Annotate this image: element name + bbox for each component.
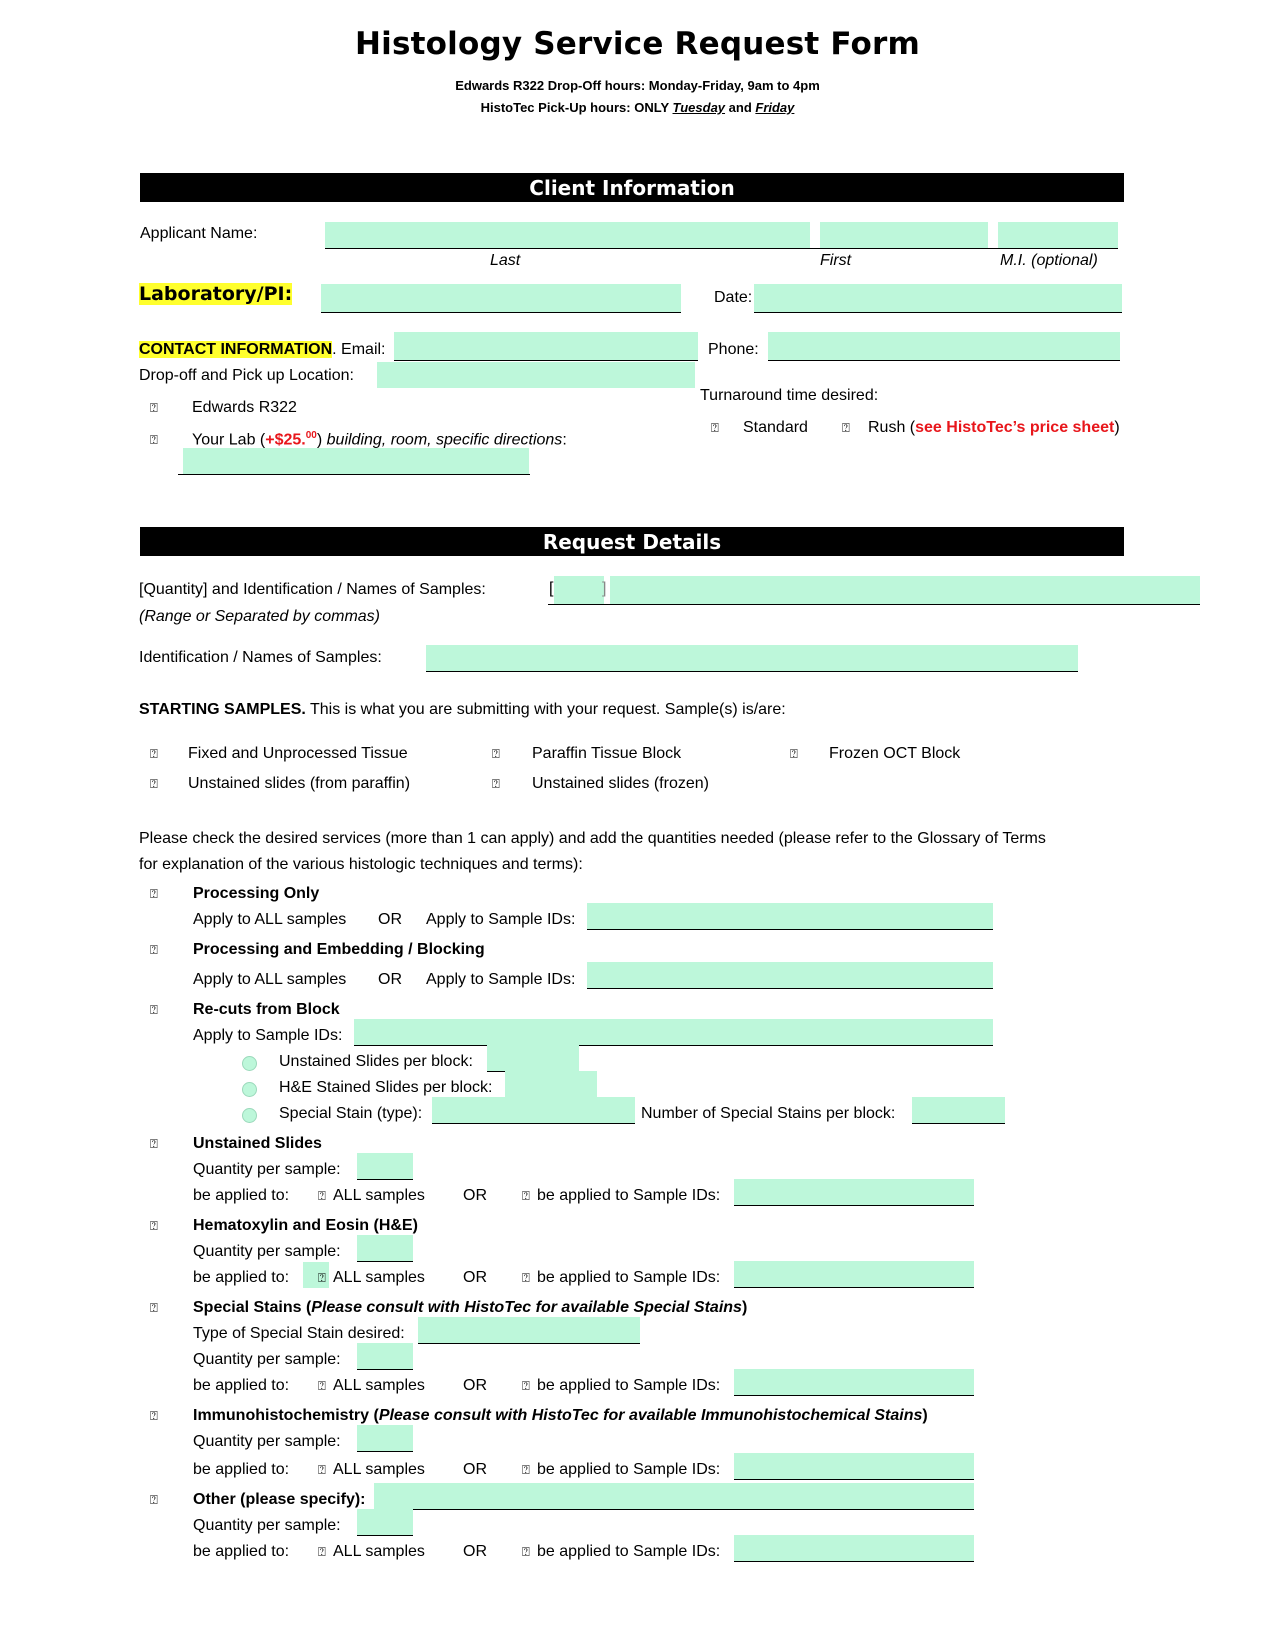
pickup-hours xyxy=(0,100,1275,115)
special-stains-note: Please consult with HistoTec for available Special Stains xyxy=(311,1299,742,1316)
unstained-ids-checkbox[interactable]: ⍰ xyxy=(522,1189,530,1204)
sample-names-input[interactable] xyxy=(610,576,1200,604)
ihc-label xyxy=(193,1407,928,1425)
your-lab-suffix: ) xyxy=(316,431,327,449)
request-section-header: Request Details xyxy=(140,527,1124,556)
ident-label: Identification / Names of Samples: xyxy=(139,649,382,666)
email-label: . Email: xyxy=(332,341,386,358)
ident-input[interactable] xyxy=(426,645,1078,671)
quantity-hint: (Range or Separated by commas) xyxy=(139,608,380,625)
recut-special-num-label: Number of Special Stains per block: xyxy=(641,1105,896,1122)
processing-only-apply-all: Apply to ALL samples xyxy=(193,911,347,928)
unstained-paraffin-checkbox[interactable]: ⍰ xyxy=(150,777,158,792)
processing-only-underline xyxy=(587,929,993,930)
ihc-all-checkbox[interactable]: ⍰ xyxy=(318,1463,326,1478)
he-checkbox[interactable]: ⍰ xyxy=(150,1219,158,1234)
unstained-ids-underline xyxy=(734,1205,974,1206)
other-label: Other (please specify): xyxy=(193,1491,366,1508)
other-ids-underline xyxy=(734,1561,974,1562)
lab-input[interactable] xyxy=(321,284,681,312)
special-qty-label: Quantity per sample: xyxy=(193,1351,341,1368)
frozen-oct-checkbox[interactable]: ⍰ xyxy=(790,747,798,762)
special-stains-label xyxy=(193,1299,747,1317)
services-intro-1: Please check the desired services (more than 1 can apply) and add the quantities needed (please refer to the Glossary of Terms xyxy=(139,830,1046,847)
he-ids-underline xyxy=(734,1287,974,1288)
your-lab-cents: 00 xyxy=(305,430,317,441)
special-all-label: ALL samples xyxy=(333,1377,425,1394)
bracket-open: [ xyxy=(549,580,554,597)
bracket-close: ] xyxy=(602,580,607,597)
paraffin-block-checkbox[interactable]: ⍰ xyxy=(492,747,500,762)
processing-only-ids-input[interactable] xyxy=(587,903,993,929)
processing-embedding-apply-all: Apply to ALL samples xyxy=(193,971,347,988)
other-underline xyxy=(374,1509,974,1510)
recut-special-label: Special Stain (type): xyxy=(279,1105,423,1122)
quantity-label: [Quantity] and Identification / Names of Samples: xyxy=(139,581,486,598)
ihc-qty-label: Quantity per sample: xyxy=(193,1433,341,1450)
special-qty-input[interactable] xyxy=(357,1343,413,1369)
recuts-ids-input[interactable] xyxy=(354,1019,993,1045)
standard-checkbox[interactable]: ⍰ xyxy=(711,421,719,436)
he-or: OR xyxy=(463,1269,487,1286)
he-all-checkbox[interactable]: ⍰ xyxy=(318,1271,326,1286)
your-lab-price: +$25. xyxy=(265,431,306,449)
recut-unstained-radio[interactable] xyxy=(242,1056,257,1071)
recut-special-input[interactable] xyxy=(432,1097,635,1123)
your-lab-colon: : xyxy=(562,431,567,449)
unstained-paraffin-label: Unstained slides (from paraffin) xyxy=(188,775,411,792)
recut-he-label: H&E Stained Slides per block: xyxy=(279,1079,493,1096)
processing-only-label: Processing Only xyxy=(193,885,320,902)
frozen-oct-label: Frozen OCT Block xyxy=(829,745,961,762)
unstained-or: OR xyxy=(463,1187,487,1204)
standard-label: Standard xyxy=(743,419,808,436)
other-input[interactable] xyxy=(374,1483,974,1509)
applicant-last-input[interactable] xyxy=(325,222,810,248)
special-ids-input[interactable] xyxy=(734,1369,974,1395)
other-ids-label: be applied to Sample IDs: xyxy=(537,1543,721,1560)
pickup-and: and xyxy=(725,100,756,115)
recut-unstained-label: Unstained Slides per block: xyxy=(279,1053,473,1070)
ihc-qty-input[interactable] xyxy=(357,1425,413,1451)
processing-only-checkbox[interactable]: ⍰ xyxy=(150,887,158,902)
he-ids-input[interactable] xyxy=(734,1261,974,1287)
special-type-input[interactable] xyxy=(418,1317,640,1343)
recut-special-num-input[interactable] xyxy=(912,1097,1005,1123)
services-intro-2: for explanation of the various histologic techniques and terms): xyxy=(139,856,583,873)
ident-underline xyxy=(426,671,1078,672)
phone-label: Phone: xyxy=(708,341,759,358)
unstained-all-label: ALL samples xyxy=(333,1187,425,1204)
dropoff-location-label: Drop-off and Pick up Location: xyxy=(139,367,354,384)
last-caption: Last xyxy=(490,252,521,269)
special-qty-underline xyxy=(357,1369,413,1370)
starting-bold: STARTING SAMPLES. xyxy=(139,701,306,718)
turnaround-label: Turnaround time desired: xyxy=(700,387,879,404)
rush-label xyxy=(868,419,1120,437)
processing-embedding-apply-ids: Apply to Sample IDs: xyxy=(426,971,576,988)
date-input[interactable] xyxy=(754,284,1122,312)
ihc-applied-label: be applied to: xyxy=(193,1461,290,1478)
special-type-underline xyxy=(418,1343,640,1344)
client-section-header: Client Information xyxy=(140,173,1124,202)
recut-special-underline xyxy=(432,1123,635,1124)
quantity-input[interactable] xyxy=(554,576,607,604)
he-qty-underline xyxy=(357,1261,413,1262)
fixed-tissue-checkbox[interactable]: ⍰ xyxy=(150,747,158,762)
other-all-label: ALL samples xyxy=(333,1543,425,1560)
pickup-day1: Tuesday xyxy=(672,100,726,115)
page-title: Histology Service Request Form xyxy=(355,26,920,62)
processing-embedding-label: Processing and Embedding / Blocking xyxy=(193,941,485,958)
special-applied-label: be applied to: xyxy=(193,1377,290,1394)
he-label: Hematoxylin and Eosin (H&E) xyxy=(193,1217,418,1234)
starting-rest: This is what you are submitting with your request. Sample(s) is/are: xyxy=(305,701,786,718)
recut-he-radio[interactable] xyxy=(242,1082,257,1097)
ihc-all-label: ALL samples xyxy=(333,1461,425,1478)
other-or: OR xyxy=(463,1543,487,1560)
other-all-checkbox[interactable]: ⍰ xyxy=(318,1545,326,1560)
unstained-frozen-label: Unstained slides (frozen) xyxy=(532,775,709,792)
contact-label: CONTACT INFORMATION xyxy=(139,341,333,358)
processing-embedding-or: OR xyxy=(378,971,402,988)
your-lab-prefix: Your Lab ( xyxy=(192,431,266,449)
ihc-close: ) xyxy=(922,1407,928,1424)
recuts-apply-ids: Apply to Sample IDs: xyxy=(193,1027,343,1044)
ihc-prefix: Immunohistochemistry ( xyxy=(193,1407,379,1424)
quantity-underline xyxy=(548,604,1200,605)
starting-samples-text xyxy=(139,701,786,719)
unstained-qty-label: Quantity per sample: xyxy=(193,1161,341,1178)
mi-caption: M.I. (optional) xyxy=(1000,252,1098,269)
edwards-label: Edwards R322 xyxy=(192,399,297,416)
other-qty-label: Quantity per sample: xyxy=(193,1517,341,1534)
applicant-label: Applicant Name: xyxy=(140,225,258,242)
recut-special-radio[interactable] xyxy=(242,1108,257,1123)
special-ids-underline xyxy=(734,1395,974,1396)
ihc-ids-checkbox[interactable]: ⍰ xyxy=(522,1463,530,1478)
special-stains-prefix: Special Stains ( xyxy=(193,1299,312,1316)
unstained-qty-underline xyxy=(357,1179,413,1180)
rush-checkbox[interactable]: ⍰ xyxy=(842,421,850,436)
contact-line xyxy=(139,341,386,359)
applicant-mi-input[interactable] xyxy=(998,222,1118,248)
special-stains-checkbox[interactable]: ⍰ xyxy=(150,1301,158,1316)
special-ids-checkbox[interactable]: ⍰ xyxy=(522,1379,530,1394)
other-ids-checkbox[interactable]: ⍰ xyxy=(522,1545,530,1560)
pickup-prefix: HistoTec Pick-Up hours: ONLY xyxy=(480,100,673,115)
processing-embedding-ids-input[interactable] xyxy=(587,962,993,988)
recut-special-num-underline xyxy=(912,1123,1005,1124)
processing-only-or: OR xyxy=(378,911,402,928)
other-checkbox[interactable]: ⍰ xyxy=(150,1493,158,1508)
special-ids-label: be applied to Sample IDs: xyxy=(537,1377,721,1394)
unstained-ids-input[interactable] xyxy=(734,1179,974,1205)
unstained-slides-label: Unstained Slides xyxy=(193,1135,322,1152)
processing-only-apply-ids: Apply to Sample IDs: xyxy=(426,911,576,928)
he-qty-input[interactable] xyxy=(357,1235,413,1261)
dropoff-location-input[interactable] xyxy=(377,362,695,388)
lab-underline xyxy=(321,312,681,313)
paraffin-block-label: Paraffin Tissue Block xyxy=(532,745,682,762)
lab-directions-underline xyxy=(178,474,530,475)
first-caption: First xyxy=(820,252,852,269)
unstained-applied-label: be applied to: xyxy=(193,1187,290,1204)
processing-embedding-checkbox[interactable]: ⍰ xyxy=(150,943,158,958)
special-stains-close: ) xyxy=(741,1299,748,1316)
recuts-underline xyxy=(354,1045,993,1046)
your-lab-italic: building, room, specific directions xyxy=(326,431,563,449)
recut-unstained-input[interactable] xyxy=(487,1045,579,1071)
other-qty-underline xyxy=(357,1535,413,1536)
other-applied-label: be applied to: xyxy=(193,1543,290,1560)
ihc-ids-label: be applied to Sample IDs: xyxy=(537,1461,721,1478)
ihc-note: Please consult with HistoTec for available Immunohistochemical Stains xyxy=(378,1407,923,1424)
ihc-or: OR xyxy=(463,1461,487,1478)
special-type-label: Type of Special Stain desired: xyxy=(193,1325,405,1342)
other-qty-input[interactable] xyxy=(357,1509,413,1535)
unstained-all-checkbox[interactable]: ⍰ xyxy=(318,1189,326,1204)
ihc-qty-underline xyxy=(357,1451,413,1452)
unstained-frozen-checkbox[interactable]: ⍰ xyxy=(492,777,500,792)
recut-he-input[interactable] xyxy=(505,1071,597,1097)
ihc-ids-input[interactable] xyxy=(734,1453,974,1479)
special-or: OR xyxy=(463,1377,487,1394)
he-all-label: ALL samples xyxy=(333,1269,425,1286)
he-ids-label: be applied to Sample IDs: xyxy=(537,1269,721,1286)
fixed-tissue-label: Fixed and Unprocessed Tissue xyxy=(188,745,408,762)
pickup-day2: Friday xyxy=(755,100,795,115)
date-underline xyxy=(754,312,1122,313)
other-ids-input[interactable] xyxy=(734,1535,974,1561)
he-qty-label: Quantity per sample: xyxy=(193,1243,341,1260)
phone-underline xyxy=(768,360,1120,361)
dropoff-hours: Edwards R322 Drop-Off hours: Monday-Friday, 9am to 4pm xyxy=(455,78,820,93)
date-label: Date: xyxy=(714,289,753,306)
lab-directions-input[interactable] xyxy=(183,448,529,474)
phone-input[interactable] xyxy=(768,332,1120,360)
applicant-first-input[interactable] xyxy=(820,222,988,248)
applicant-underline xyxy=(325,248,1118,249)
unstained-slides-checkbox[interactable]: ⍰ xyxy=(150,1137,158,1152)
edwards-checkbox[interactable]: ⍰ xyxy=(150,401,158,416)
rush-price-sheet: see HistoTec’s price sheet xyxy=(915,419,1115,436)
unstained-ids-label: be applied to Sample IDs: xyxy=(537,1187,721,1204)
unstained-qty-input[interactable] xyxy=(357,1153,413,1179)
your-lab-checkbox[interactable]: ⍰ xyxy=(150,433,158,448)
recuts-checkbox[interactable]: ⍰ xyxy=(150,1003,158,1018)
he-applied-label: be applied to: xyxy=(193,1269,290,1286)
your-lab-label xyxy=(192,430,567,449)
rush-prefix: Rush ( xyxy=(868,419,916,436)
lab-label: Laboratory/PI: xyxy=(139,283,293,305)
email-input[interactable] xyxy=(394,332,698,360)
special-all-checkbox[interactable]: ⍰ xyxy=(318,1379,326,1394)
recuts-label: Re-cuts from Block xyxy=(193,1001,340,1018)
ihc-checkbox[interactable]: ⍰ xyxy=(150,1409,158,1424)
rush-close: ) xyxy=(1114,419,1120,436)
processing-embedding-underline xyxy=(587,988,993,989)
email-underline xyxy=(394,360,698,361)
ihc-ids-underline xyxy=(734,1479,974,1480)
he-ids-checkbox[interactable]: ⍰ xyxy=(522,1271,530,1286)
